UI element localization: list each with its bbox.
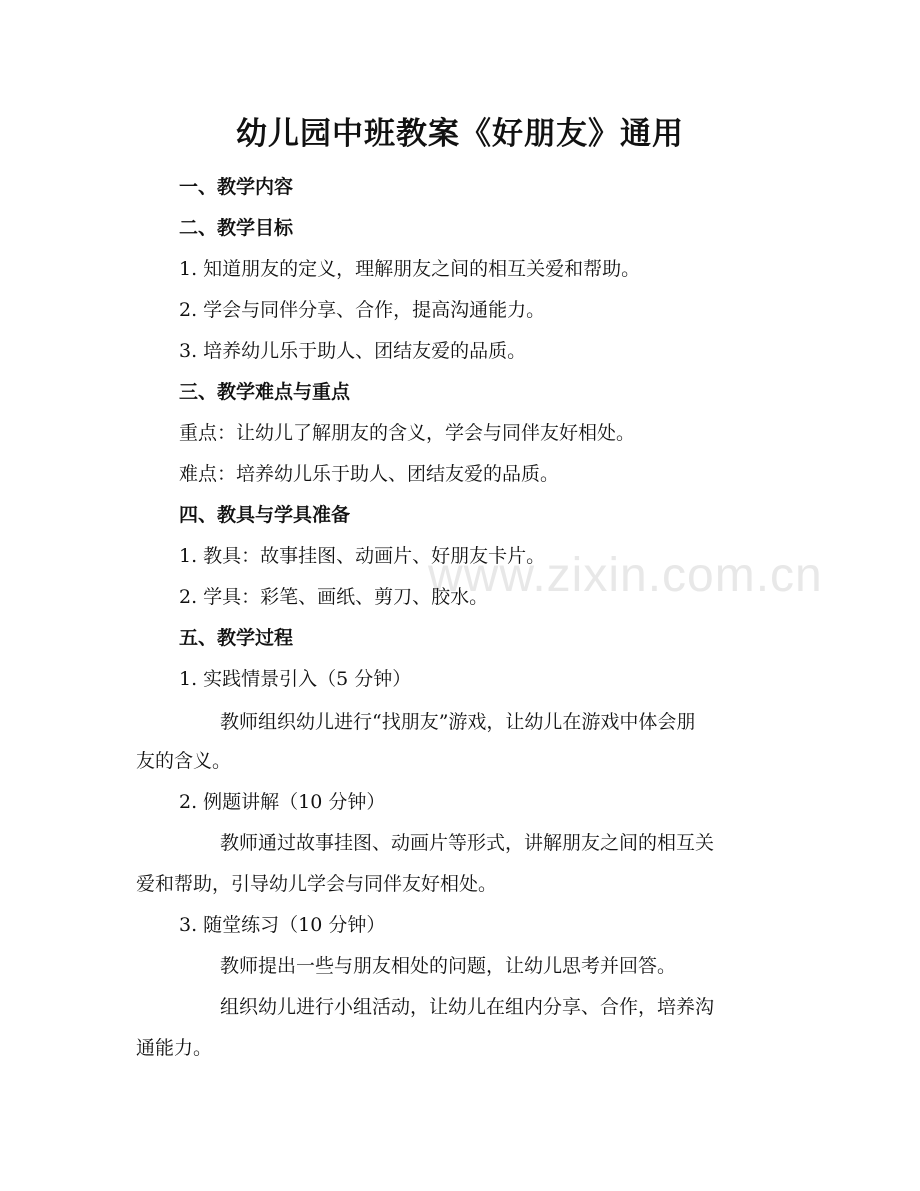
process-step-heading: 2. 例题讲解（10 分钟）: [179, 791, 386, 813]
process-step-paragraph-continued: 爱和帮助，引导幼儿学会与同伴友好相处。: [136, 873, 498, 895]
section-heading-materials: 四、教具与学具准备: [179, 504, 351, 526]
section-heading-process: 五、教学过程: [179, 627, 294, 649]
section-heading-objectives: 二、教学目标: [179, 217, 294, 239]
watermark: www.zixin.com.cn: [428, 549, 823, 602]
section-heading-content: 一、教学内容: [179, 176, 294, 198]
document-title: 幼儿园中班教案《好朋友》通用: [236, 116, 684, 152]
key-point-item: 重点：让幼儿了解朋友的含义，学会与同伴友好相处。: [179, 422, 636, 444]
materials-item: 2. 学具：彩笔、画纸、剪刀、胶水。: [179, 586, 489, 608]
key-point-item: 难点：培养幼儿乐于助人、团结友爱的品质。: [179, 463, 560, 485]
process-step-heading: 3. 随堂练习（10 分钟）: [179, 914, 386, 936]
process-step-paragraph-continued: 友的含义。: [136, 750, 232, 772]
process-step-paragraph: 教师提出一些与朋友相处的问题，让幼儿思考并回答。: [220, 955, 677, 977]
process-step-paragraph: 教师通过故事挂图、动画片等形式，讲解朋友之间的相互关: [220, 832, 715, 854]
objective-item: 1. 知道朋友的定义，理解朋友之间的相互关爱和帮助。: [179, 258, 641, 280]
process-step-paragraph: 教师组织幼儿进行“找朋友”游戏，让幼儿在游戏中体会朋: [220, 711, 696, 733]
objective-item: 2. 学会与同伴分享、合作，提高沟通能力。: [179, 299, 546, 321]
process-step-paragraph: 组织幼儿进行小组活动，让幼儿在组内分享、合作，培养沟: [220, 996, 715, 1018]
process-step-paragraph-continued: 通能力。: [136, 1037, 213, 1059]
materials-item: 1. 教具：故事挂图、动画片、好朋友卡片。: [179, 545, 546, 567]
process-step-heading: 1. 实践情景引入（5 分钟）: [179, 668, 412, 690]
section-heading-key-points: 三、教学难点与重点: [179, 381, 351, 403]
objective-item: 3. 培养幼儿乐于助人、团结友爱的品质。: [179, 340, 527, 362]
